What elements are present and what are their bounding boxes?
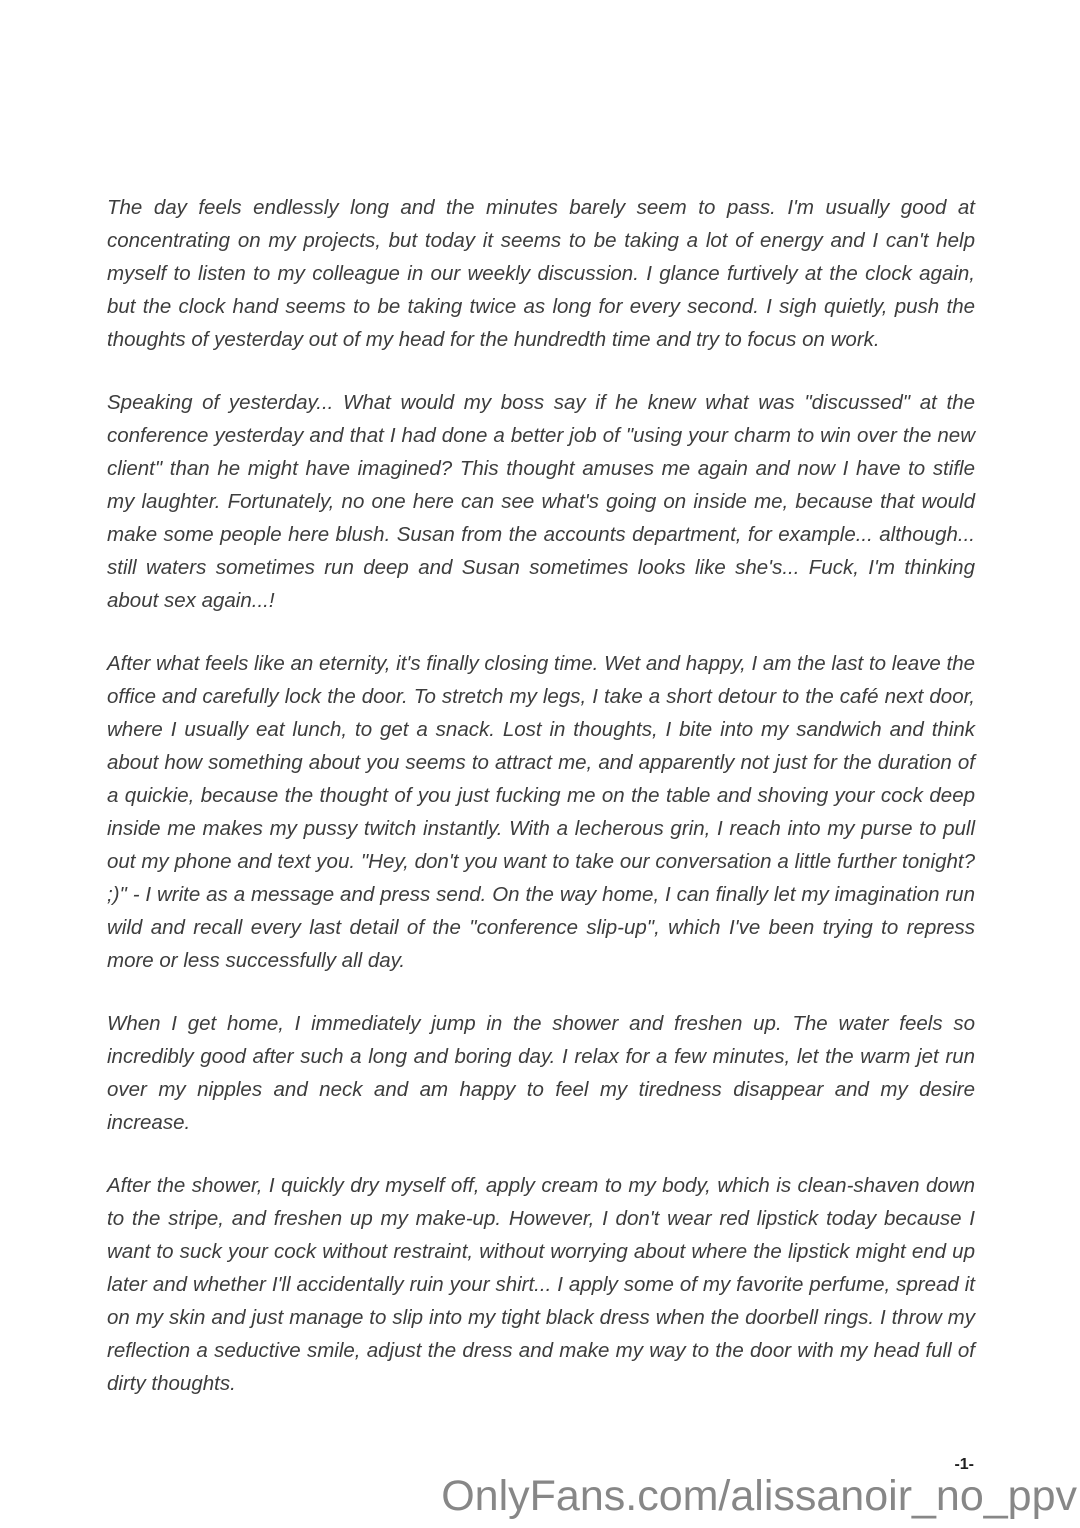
document-body <box>107 191 975 1430</box>
page-number: -1- <box>954 1456 974 1473</box>
paragraph-5: After the shower, I quickly dry myself off, apply cream to my body, which is clean-shaven down to the stripe, and freshen up my make-up. However, I don't wear red lipstick today because I want to suck your cock without restraint, without worrying about where the lipstick might end up later and whether I'll accidentally ruin your shirt... I apply some of my favorite perfume, spread it on my skin and just manage to slip into my tight black dress when the doorbell rings. I throw my reflection a seductive smile, adjust the dress and make my way to the door with my head full of dirty thoughts. <box>107 1174 975 1395</box>
watermark-text: OnlyFans.com/alissanoir_no_ppv <box>441 1472 1077 1520</box>
paragraph-3: After what feels like an eternity, it's finally closing time. Wet and happy, I am the last to leave the office and carefully lock the door. To stretch my legs, I take a short detour to the café next door, where I usually eat lunch, to get a snack. Lost in thoughts, I bite into my sandwich and think about how something about you seems to attract me, and apparently not just for the duration of a quickie, because the thought of you just fucking me on the table and shoving your cock deep inside me makes my pussy twitch instantly. With a lecherous grin, I reach into my purse to pull out my phone and text you. "Hey, don't you want to take our conversation a little further tonight? ;)" - I write as a message and press send. On the way home, I can finally let my imagination run wild and recall every last detail of the "conference slip-up", which I've been trying to repress more or less successfully all day. <box>107 652 975 972</box>
paragraph-1: The day feels endlessly long and the minutes barely seem to pass. I'm usually good at concentrating on my projects, but today it seems to be taking a lot of energy and I can't help myself to listen to my colleague in our weekly discussion. I glance furtively at the clock again, but the clock hand seems to be taking twice as long for every second. I sigh quietly, push the thoughts of yesterday out of my head for the hundredth time and try to focus on work. <box>107 196 975 351</box>
paragraph-4: When I get home, I immediately jump in the shower and freshen up. The water feels so incredibly good after such a long and boring day. I relax for a few minutes, let the warm jet run over my nipples and neck and am happy to feel my tiredness disappear and my desire increase. <box>107 1012 975 1134</box>
paragraph-2: Speaking of yesterday... What would my boss say if he knew what was "discussed" at the conference yesterday and that I had done a better job of "using your charm to win over the new client" than he might have imagined? This thought amuses me again and now I have to stifle my laughter. Fortunately, no one here can see what's going on inside me, because that would make some people here blush. Susan from the accounts department, for example... although... still waters sometimes run deep and Susan sometimes looks like she's... Fuck, I'm thinking about sex again...! <box>107 391 975 612</box>
